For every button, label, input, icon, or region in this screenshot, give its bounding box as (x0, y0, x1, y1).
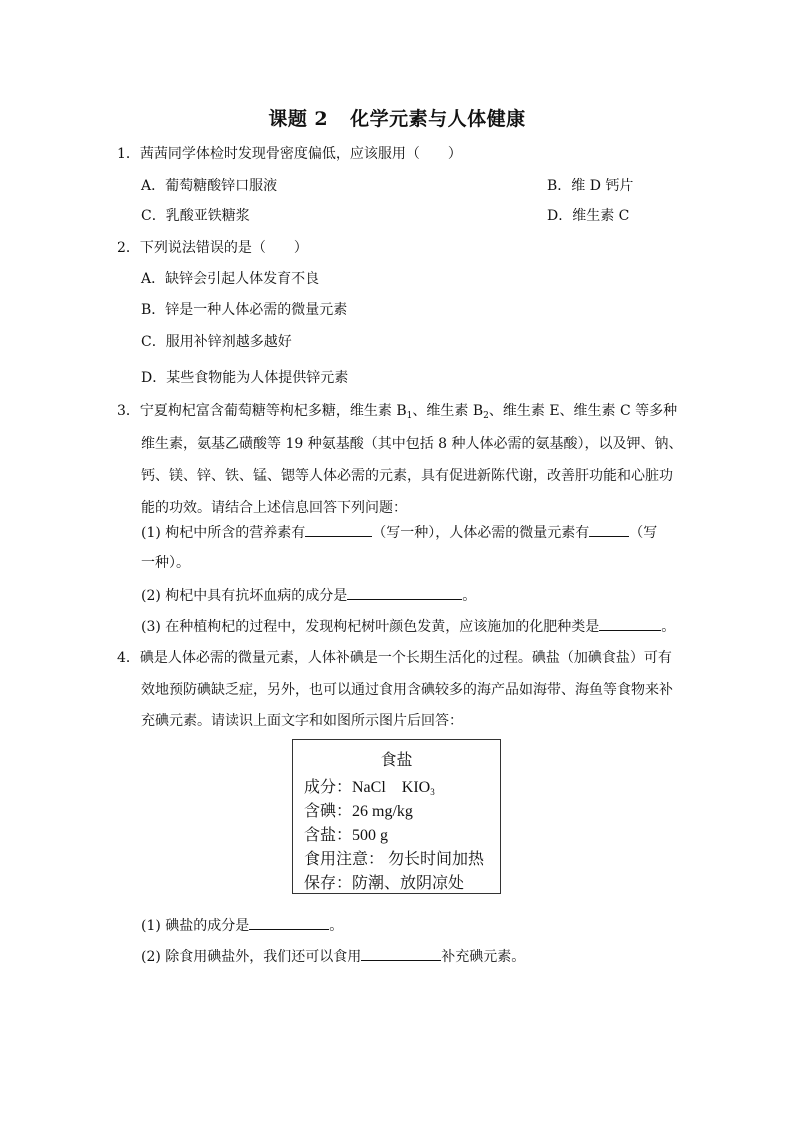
q3-part-1-cont: 一种）。 (141, 555, 190, 571)
page-title (0, 104, 794, 131)
q4-line-1: 4．碘是人体必需的微量元素，人体补碘是一个长期生活化的过程。碘盐（加碘食盐）可有 (117, 650, 672, 666)
answer-blank[interactable] (249, 915, 329, 930)
q3-line-1: 3．宁夏枸杞富含葡萄糖等枸杞多糖，维生素 $B_1$、维生素 $B_2$、维生素 E、维生素 C 等多种 (117, 403, 678, 421)
q3-line-3: 钙、镁、锌、铁、锰、锶等人体必需的元素，具有促进新陈代谢，改善肝功能和心脏功 (141, 468, 673, 484)
answer-blank[interactable] (347, 585, 462, 600)
salt-label-salt-content: 含盐：500 g (304, 827, 389, 844)
title-sub: 化学元素与人体健康 (350, 108, 526, 130)
answer-blank[interactable] (361, 946, 441, 961)
q1-stem: 1．茜茜同学体检时发现骨密度偏低，应该服用（ ） (117, 146, 462, 162)
answer-blank[interactable] (589, 522, 629, 537)
salt-label-box (292, 739, 501, 894)
q2-option-a: A．缺锌会引起人体发育不良 (141, 271, 320, 287)
q2-option-c: C．服用补锌剂越多越好 (141, 334, 292, 350)
q4-part-1: (1) 碘盐的成分是 。 (141, 915, 343, 936)
q3-part-1: (1) 枸杞中所含的营养素有 （写一种），人体必需的微量元素有 （写 (141, 522, 657, 543)
salt-label-title: 食盐 (380, 752, 413, 769)
q1-option-a: A．葡萄糖酸锌口服液 (141, 178, 278, 194)
salt-label-usage-note: 食用注意： 勿长时间加热 (304, 851, 485, 868)
answer-blank[interactable] (599, 616, 661, 631)
title-main: 课题 2 (268, 108, 329, 130)
q2-option-d: D．某些食物能为人体提供锌元素 (141, 370, 349, 386)
q3-part-3: (3) 在种植枸杞的过程中，发现枸杞树叶颜色发黄，应该施加的化肥种类是 。 (141, 616, 675, 637)
q3-line-2: 维生素，氨基乙磺酸等 19 种氨基酸（其中包括 8 种人体必需的氨基酸），以及钾、钠、 (141, 436, 683, 452)
q3-line-4: 能的功效。请结合上述信息回答下列问题： (141, 500, 407, 516)
q1-option-c: C．乳酸亚铁糖浆 (141, 208, 250, 224)
q4-part-2: (2) 除食用碘盐外，我们还可以食用 补充碘元素。 (141, 946, 525, 967)
q2-option-b: B．锌是一种人体必需的微量元素 (141, 302, 348, 318)
q1-option-b: B．维 D 钙片 (547, 178, 634, 194)
salt-label-storage: 保存：防潮、放阴凉处 (304, 875, 465, 892)
salt-label-ingredients: 成分：NaCl $KIO_3$ (304, 779, 435, 797)
answer-blank[interactable] (305, 522, 372, 537)
q4-line-3: 充碘元素。请读识上面文字和如图所示图片后回答： (141, 713, 463, 729)
q1-option-d: D．维生素 C (547, 208, 630, 224)
q3-part-2: (2) 枸杞中具有抗坏血病的成分是 。 (141, 585, 476, 606)
q2-stem: 2．下列说法错误的是（ ） (117, 240, 308, 256)
salt-label-iodine: 含碘：26 mg/kg (304, 803, 413, 820)
q4-line-2: 效地预防碘缺乏症，另外，也可以通过食用含碘较多的海产品如海带、海鱼等食物来补 (141, 682, 673, 698)
